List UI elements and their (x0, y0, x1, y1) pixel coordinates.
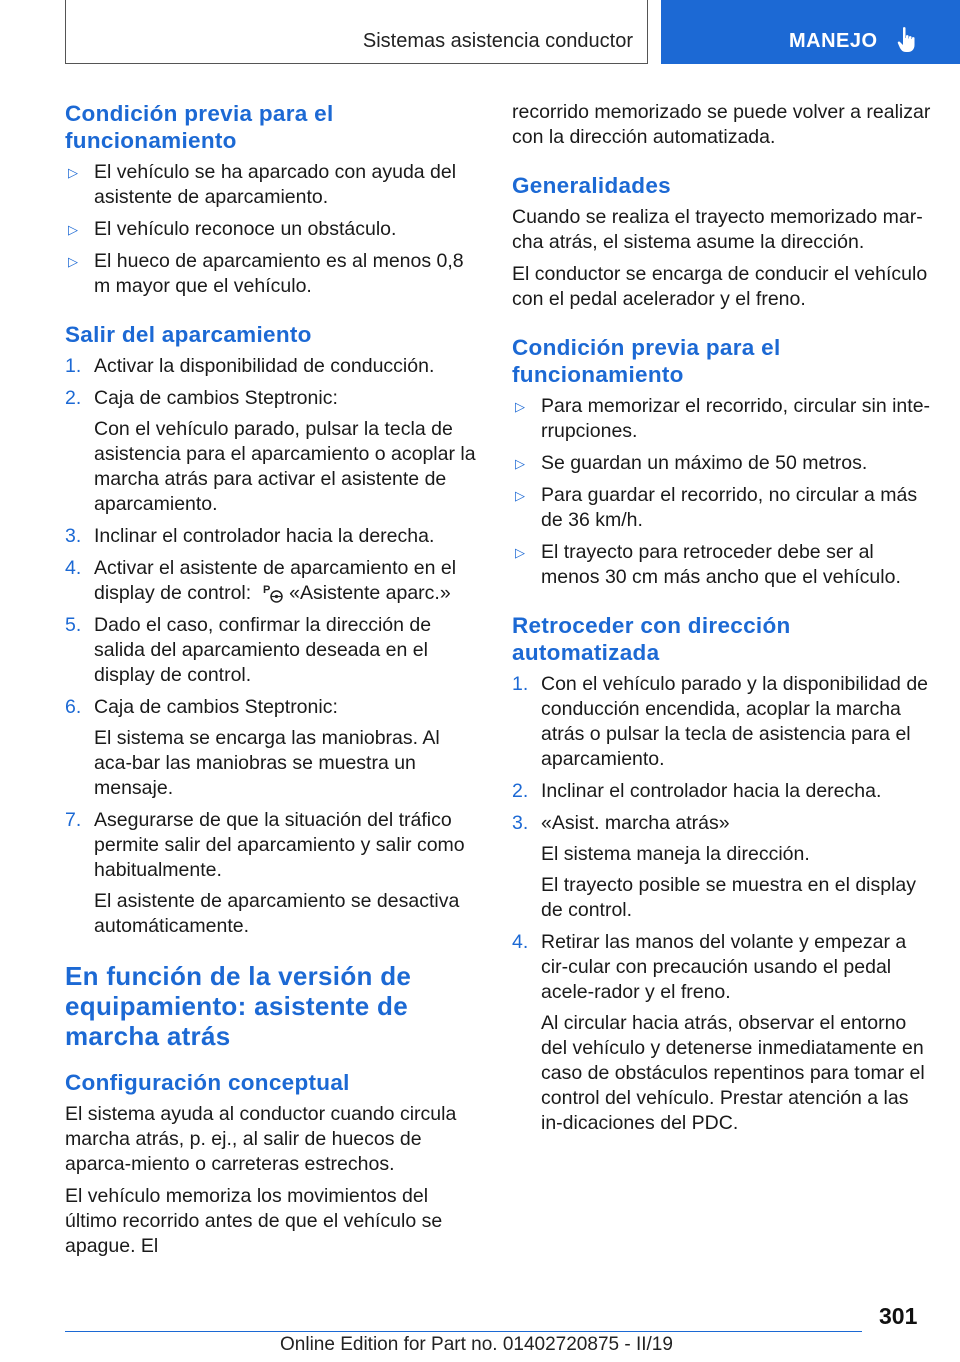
step-text: Retirar las manos del volante y empezar a cir-cular con precaución usando el pedal acele-rador y el freno. (541, 931, 907, 1003)
paragraph: El conductor se encarga de conducir el vehículo con el pedal acelerador y el freno. (512, 263, 928, 310)
step-item (65, 808, 480, 939)
step-list (512, 672, 932, 1136)
step-text: Caja de cambios Steptronic: (94, 696, 338, 718)
step-subtext: Al circular hacia atrás, observar el entorno del vehículo y detenerse inmediatamente en caso de obstáculos repentinos para tomar el control del vehículo. Prestar atención a las in-dicaciones del PDC. (541, 1012, 925, 1134)
bullet-list (512, 394, 932, 590)
header-chapter-title: MANEJO (789, 30, 878, 52)
step-subtext: El sistema se encarga las maniobras. Al aca-bar las maniobras se muestra un mensaje. (94, 727, 440, 799)
paragraph: El vehículo memoriza los movimientos del último recorrido antes de que el vehículo se apague. El (65, 1185, 443, 1257)
step-item (65, 354, 480, 379)
step-number: 7. (65, 809, 82, 831)
section-heading: Condición previa para el funcionamiento (512, 335, 781, 387)
section-condicion-previa-2 (512, 334, 932, 590)
triangle-bullet-icon: ▷ (68, 254, 78, 269)
step-number: 3. (65, 525, 82, 547)
step-number: 1. (65, 355, 82, 377)
section-heading: Salir del aparcamiento (65, 322, 312, 347)
triangle-bullet-icon: ▷ (515, 545, 525, 560)
section-heading: Retroceder con dirección automatizada (512, 613, 791, 665)
step-text: Activar la disponibilidad de conducción. (94, 355, 435, 377)
section-heading: Generalidades (512, 173, 671, 198)
bullet-item (65, 160, 480, 210)
bullet-text: El hueco de aparcamiento es al menos 0,8 m mayor que el vehículo. (94, 250, 464, 297)
triangle-bullet-icon: ▷ (515, 399, 525, 414)
step-number: 5. (65, 614, 82, 636)
bullet-text: Para memorizar el recorrido, circular sin inte-rrupciones. (541, 395, 931, 442)
bullet-item (65, 217, 480, 242)
step-text: Con el vehículo parado y la disponibilidad de conducción encendida, acoplar la marcha atrás o pulsar la tecla de asistencia para el aparcamiento. (541, 673, 929, 770)
step-item (512, 930, 932, 1136)
step-text: «Asist. marcha atrás» (541, 812, 730, 834)
step-list (65, 354, 480, 939)
step-item (65, 386, 480, 517)
bullet-text: El trayecto para retroceder debe ser al menos 30 cm más ancho que el vehículo. (541, 541, 901, 588)
paragraph: Cuando se realiza el trayecto memorizado mar-cha atrás, el sistema asume la dirección. (512, 206, 923, 253)
right-column (512, 100, 932, 1158)
bullet-item (65, 249, 480, 299)
header-section-title: Sistemas asistencia conductor (362, 30, 633, 52)
triangle-bullet-icon: ▷ (515, 488, 525, 503)
step-item (65, 695, 480, 801)
footer-divider (65, 1331, 862, 1332)
section-heading: Configuración conceptual (65, 1070, 350, 1095)
bullet-item (512, 451, 932, 476)
svg-text:P: P (263, 584, 271, 596)
step-text: Inclinar el controlador hacia la derecha. (94, 525, 435, 547)
step-item (65, 613, 480, 688)
step-text: Caja de cambios Steptronic: (94, 387, 338, 409)
triangle-bullet-icon: ▷ (68, 222, 78, 237)
step-item (512, 811, 932, 923)
step-subtext: Con el vehículo parado, pulsar la tecla de asistencia para el aparcamiento o acoplar la marcha atrás para activar el asistente de aparcamiento. (94, 418, 476, 515)
step-number: 6. (65, 696, 82, 718)
step-text: Activar el asistente de aparcamiento en el display de control: (94, 557, 457, 604)
step-item (65, 556, 480, 606)
section-configuracion-conceptual (65, 1069, 480, 1259)
section-condicion-previa (65, 100, 480, 299)
left-column (65, 100, 480, 1266)
bullet-text: El vehículo reconoce un obstáculo. (94, 218, 397, 240)
step-text: Inclinar el controlador hacia la derecha. (541, 780, 882, 802)
bullet-list (65, 160, 480, 299)
bullet-text: Para guardar el recorrido, no circular a más de 36 km/h. (541, 484, 918, 531)
header-chapter-tab (661, 0, 960, 64)
section-heading: Condición previa para el funcionamiento (65, 101, 334, 153)
triangle-bullet-icon: ▷ (515, 456, 525, 471)
bullet-text: El vehículo se ha aparcado con ayuda del asistente de aparcamiento. (94, 161, 457, 208)
section-generalidades (512, 172, 932, 312)
menu-label-text: «Asistente aparc.» (289, 582, 451, 604)
section-retroceder (512, 612, 932, 1136)
paragraph: El sistema ayuda al conductor cuando circula marcha atrás, p. ej., al salir de huecos de aparca-miento o carreteras estrechos. (65, 1103, 457, 1175)
pointing-hand-icon (897, 26, 919, 54)
parking-assistant-icon (263, 583, 283, 603)
step-number: 4. (65, 557, 82, 579)
step-number: 2. (512, 780, 529, 802)
paragraph: recorrido memorizado se puede volver a realizar con la dirección automatizada. (512, 101, 931, 148)
step-subtext: El trayecto posible se muestra en el display de control. (541, 874, 917, 921)
bullet-item (512, 394, 932, 444)
bullet-item (512, 483, 932, 533)
step-item (65, 524, 480, 549)
step-subtext: El asistente de aparcamiento se desactiva automáticamente. (94, 890, 460, 937)
step-text: Asegurarse de que la situación del tráfico permite salir del aparcamiento y salir como habitualmente. (94, 809, 465, 881)
bullet-text: Se guardan un máximo de 50 metros. (541, 452, 868, 474)
footer-edition: Online Edition for Part no. 01402720875 - II/19 (280, 1334, 673, 1355)
step-number: 1. (512, 673, 529, 695)
step-number: 3. (512, 812, 529, 834)
step-text: Dado el caso, confirmar la dirección de salida del aparcamiento deseada en el display de control. (94, 614, 432, 686)
step-number: 4. (512, 931, 529, 953)
step-item (512, 779, 932, 804)
triangle-bullet-icon: ▷ (68, 165, 78, 180)
page-number: 301 (879, 1303, 918, 1329)
step-item (512, 672, 932, 772)
header-section-box (65, 0, 648, 64)
major-heading: En función de la versión de equipamiento: asistente de marcha atrás (65, 961, 412, 1051)
step-number: 2. (65, 387, 82, 409)
section-salir-aparcamiento (65, 321, 480, 939)
step-subtext: El sistema maneja la dirección. (541, 843, 810, 865)
bullet-item (512, 540, 932, 590)
